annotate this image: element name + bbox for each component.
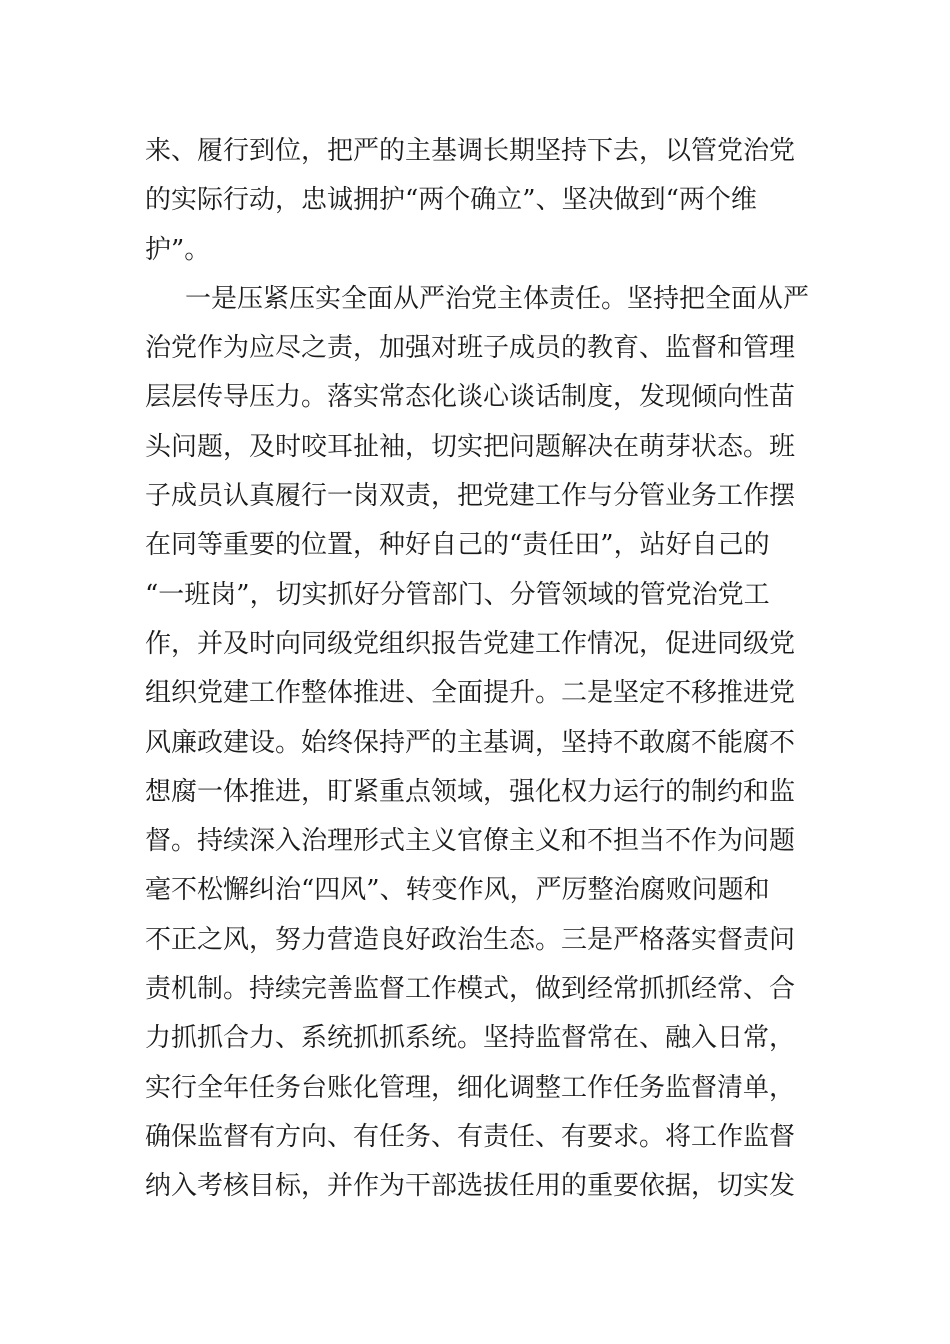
text-line: 在同等重要的位置，种好自己的“责任田”，站好自己的 — [145, 530, 770, 561]
text-line: 护”。 — [145, 234, 211, 265]
text-line: 毫不松懈纠治“四风”、转变作风，严厉整治腐败问题和 — [145, 875, 770, 906]
text-line: 力抓抓合力、系统抓抓系统。坚持监督常在、融入日常， — [145, 1023, 796, 1054]
text-line: 作，并及时向同级党组织报告党建工作情况，促进同级党 — [145, 628, 796, 659]
paragraph-start-line: 一是压紧压实全面从严治党主体责任。坚持把全面从严 — [185, 283, 810, 314]
text-line: 的实际行动，忠诚拥护“两个确立”、坚决做到“两个维 — [145, 185, 757, 216]
text-line: 确保监督有方向、有任务、有责任、有要求。将工作监督 — [145, 1121, 796, 1152]
text-line: 治党作为应尽之责，加强对班子成员的教育、监督和管理 — [145, 333, 796, 364]
text-line: 想腐一体推进，盯紧重点领域，强化权力运行的制约和监 — [145, 776, 796, 807]
text-line: 子成员认真履行一岗双责，把党建工作与分管业务工作摆 — [145, 481, 796, 512]
body-text — [145, 127, 810, 1212]
text-line: 来、履行到位，把严的主基调长期坚持下去，以管党治党 — [145, 136, 796, 166]
text-line: 纳入考核目标，并作为干部选拔任用的重要依据，切实发 — [145, 1171, 796, 1202]
text-line: 头问题，及时咬耳扯袖，切实把问题解决在萌芽状态。班 — [145, 431, 796, 462]
text-line: 不正之风，努力营造良好政治生态。三是严格落实督责问 — [145, 924, 796, 955]
text-line: “一班岗”，切实抓好分管部门、分管领域的管党治党工 — [145, 579, 770, 610]
text-line: 责机制。持续完善监督工作模式，做到经常抓抓经常、合 — [145, 974, 796, 1005]
text-line: 实行全年任务台账化管理，细化调整工作任务监督清单， — [145, 1072, 796, 1103]
text-line: 风廉政建设。始终保持严的主基调，坚持不敢腐不能腐不 — [145, 727, 796, 758]
text-line: 督。持续深入治理形式主义官僚主义和不担当不作为问题 — [145, 826, 796, 857]
text-line: 层层传导压力。落实常态化谈心谈话制度，发现倾向性苗 — [145, 382, 796, 413]
text-line: 组织党建工作整体推进、全面提升。二是坚定不移推进党 — [145, 678, 796, 709]
